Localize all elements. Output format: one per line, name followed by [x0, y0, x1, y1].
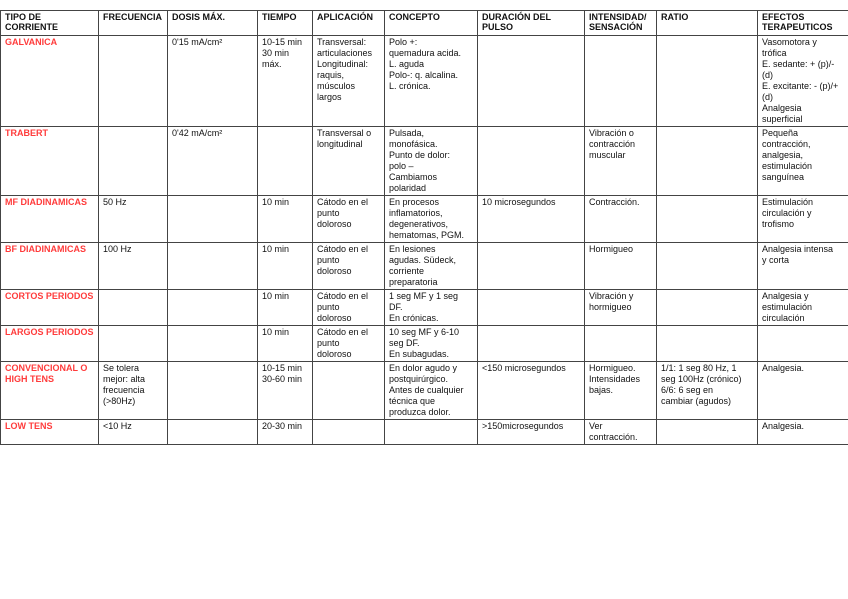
- cell-intensidad-sensacion: [585, 36, 657, 127]
- cell-intensidad-sensacion: [585, 127, 657, 196]
- cell-text-line: Ver: [589, 421, 603, 431]
- cell-text-line: polo –: [389, 161, 414, 171]
- cell-text-line: doloroso: [317, 266, 352, 276]
- cell-text-line: mejor: alta: [103, 374, 146, 384]
- cell-duracion-del-pulso: [478, 196, 585, 243]
- cell-text-line: bajas.: [589, 385, 614, 395]
- cell-text-line: TIEMPO: [262, 12, 297, 22]
- cell-concepto: [385, 290, 478, 326]
- cell-text-line: En crónicas.: [389, 313, 439, 323]
- cell-text-line: Vasomotora y: [762, 37, 817, 47]
- cell-text-line: máx.: [262, 59, 282, 69]
- cell-text-line: punto: [317, 338, 340, 348]
- cell-duracion-del-pulso: [478, 420, 585, 445]
- cell-duracion-del-pulso: [478, 326, 585, 362]
- cell-efectos-terapeuticos: [758, 243, 848, 290]
- current-type-name: GALVANICA: [1, 36, 99, 127]
- cell-text-line: Analgesia.: [762, 421, 805, 431]
- cell-text-line: Transversal o: [317, 128, 372, 138]
- cell-efectos-terapeuticos: [758, 196, 848, 243]
- cell-text-line: 10-15 min: [262, 37, 303, 47]
- column-header-efectos-terapeuticos: [758, 11, 848, 36]
- cell-text-line: Vibración o: [589, 128, 634, 138]
- cell-text-line: frecuencia: [103, 385, 145, 395]
- cell-frecuencia: [99, 290, 168, 326]
- cell-concepto: [385, 326, 478, 362]
- cell-dosis-max: [168, 290, 258, 326]
- cell-tiempo: [258, 326, 313, 362]
- cell-ratio: [657, 36, 758, 127]
- cell-ratio: [657, 326, 758, 362]
- cell-text-line: 10 microsegundos: [482, 197, 556, 207]
- table-row: [1, 420, 848, 445]
- cell-dosis-max: [168, 127, 258, 196]
- cell-dosis-max: [168, 326, 258, 362]
- cell-efectos-terapeuticos: [758, 290, 848, 326]
- cell-text-line: 10 min: [262, 197, 290, 207]
- cell-frecuencia: [99, 362, 168, 420]
- cell-text-line: Vibración y: [589, 291, 634, 301]
- cell-text-line: 10 min: [262, 327, 290, 337]
- cell-text-line: DOSIS MÁX.: [172, 12, 226, 22]
- table-body: [1, 36, 848, 445]
- column-header-intensidad-sensacion: [585, 11, 657, 36]
- column-header-tiempo: [258, 11, 313, 36]
- cell-text-line: Cátodo en el: [317, 244, 369, 254]
- cell-text-line: Cátodo en el: [317, 327, 369, 337]
- column-header-concepto: [385, 11, 478, 36]
- table-row: [1, 36, 848, 127]
- cell-frecuencia: [99, 36, 168, 127]
- cell-text-line: Pequeña: [762, 128, 799, 138]
- cell-aplicacion: [313, 362, 385, 420]
- cell-text-line: 6/6: 6 seg en: [661, 385, 714, 395]
- cell-text-line: Transversal:: [317, 37, 367, 47]
- table-row: [1, 290, 848, 326]
- cell-intensidad-sensacion: [585, 420, 657, 445]
- cell-intensidad-sensacion: [585, 290, 657, 326]
- cell-text-line: punto: [317, 302, 340, 312]
- cell-text-line: (>80Hz): [103, 396, 136, 406]
- cell-text-line: <10 Hz: [103, 421, 132, 431]
- cell-text-line: 20-30 min: [262, 421, 303, 431]
- cell-text-line: postquirúrgico.: [389, 374, 449, 384]
- cell-concepto: [385, 420, 478, 445]
- table-row: [1, 326, 848, 362]
- cell-duracion-del-pulso: [478, 36, 585, 127]
- current-type-name: CORTOS PERIODOS: [1, 290, 99, 326]
- cell-text-line: polaridad: [389, 183, 427, 193]
- cell-text-line: hematomas, PGM.: [389, 230, 465, 240]
- cell-text-line: Cátodo en el: [317, 291, 369, 301]
- cell-text-line: >150microsegundos: [482, 421, 564, 431]
- cell-frecuencia: [99, 420, 168, 445]
- cell-aplicacion: [313, 243, 385, 290]
- cell-text-line: L. aguda: [389, 59, 425, 69]
- cell-text-line: L. crónica.: [389, 81, 431, 91]
- cell-text-line: Hormigueo.: [589, 363, 636, 373]
- cell-text-line: (d): [762, 92, 773, 102]
- cell-text-line: INTENSIDAD/: [589, 12, 647, 22]
- cell-text-line: Polo-: q. alcalina.: [389, 70, 459, 80]
- cell-text-line: 10 seg MF y 6-10: [389, 327, 460, 337]
- cell-text-line: 1 seg MF y 1 seg: [389, 291, 459, 301]
- cell-ratio: [657, 243, 758, 290]
- table-row: [1, 362, 848, 420]
- column-header-duracion-del-pulso: [478, 11, 585, 36]
- cell-efectos-terapeuticos: [758, 420, 848, 445]
- current-type-name: TRABERT: [1, 127, 99, 196]
- current-type-name: CONVENCIONAL O HIGH TENS: [1, 362, 99, 420]
- current-type-name: LARGOS PERIODOS: [1, 326, 99, 362]
- cell-aplicacion: [313, 196, 385, 243]
- column-header-ratio: [657, 11, 758, 36]
- cell-text-line: Analgesia.: [762, 363, 805, 373]
- cell-text-line: quemadura acida.: [389, 48, 462, 58]
- cell-concepto: [385, 127, 478, 196]
- cell-tiempo: [258, 290, 313, 326]
- cell-text-line: Analgesia y: [762, 291, 809, 301]
- cell-text-line: 10 min: [262, 244, 290, 254]
- cell-ratio: [657, 290, 758, 326]
- cell-dosis-max: [168, 420, 258, 445]
- cell-text-line: técnica que: [389, 396, 436, 406]
- cell-text-line: estimulación: [762, 302, 813, 312]
- cell-text-line: En procesos: [389, 197, 440, 207]
- cell-text-line: Pulsada,: [389, 128, 425, 138]
- cell-text-line: (d): [762, 70, 773, 80]
- column-header-frecuencia: [99, 11, 168, 36]
- column-header-dosis-max: [168, 11, 258, 36]
- current-type-name: LOW TENS: [1, 420, 99, 445]
- cell-text-line: punto: [317, 208, 340, 218]
- cell-text-line: inflamatorios,: [389, 208, 443, 218]
- cell-text-line: E. excitante: - (p)/+: [762, 81, 839, 91]
- table-row: [1, 196, 848, 243]
- cell-text-line: analgesia,: [762, 150, 804, 160]
- cell-aplicacion: [313, 290, 385, 326]
- cell-text-line: muscular: [589, 150, 626, 160]
- cell-intensidad-sensacion: [585, 196, 657, 243]
- cell-text-line: circulación: [762, 313, 805, 323]
- cell-tiempo: [258, 362, 313, 420]
- cell-dosis-max: [168, 362, 258, 420]
- cell-text-line: 100 Hz: [103, 244, 132, 254]
- cell-tiempo: [258, 127, 313, 196]
- cell-text-line: Hormigueo: [589, 244, 634, 254]
- cell-text-line: 0'42 mA/cm²: [172, 128, 223, 138]
- cell-text-line: Intensidades: [589, 374, 641, 384]
- cell-dosis-max: [168, 196, 258, 243]
- cell-text-line: produzca dolor.: [389, 407, 451, 417]
- cell-text-line: RATIO: [661, 12, 689, 22]
- cell-text-line: EFECTOS: [762, 12, 805, 22]
- cell-frecuencia: [99, 326, 168, 362]
- current-type-name: BF DIADINAMICAS: [1, 243, 99, 290]
- cell-text-line: agudas. Südeck,: [389, 255, 457, 265]
- cell-text-line: punto: [317, 255, 340, 265]
- cell-text-line: 1/1: 1 seg 80 Hz, 1: [661, 363, 737, 373]
- cell-text-line: largos: [317, 92, 342, 102]
- cell-text-line: longitudinal: [317, 139, 363, 149]
- cell-text-line: 0'15 mA/cm²: [172, 37, 223, 47]
- cell-tiempo: [258, 36, 313, 127]
- cell-text-line: seg DF.: [389, 338, 420, 348]
- cell-duracion-del-pulso: [478, 243, 585, 290]
- cell-tiempo: [258, 243, 313, 290]
- cell-text-line: Punto de dolor:: [389, 150, 451, 160]
- cell-text-line: 10-15 min: [262, 363, 303, 373]
- cell-dosis-max: [168, 36, 258, 127]
- cell-text-line: y corta: [762, 255, 790, 265]
- cell-text-line: TIPO DE: [5, 12, 42, 22]
- cell-efectos-terapeuticos: [758, 36, 848, 127]
- cell-concepto: [385, 36, 478, 127]
- cell-aplicacion: [313, 127, 385, 196]
- cell-intensidad-sensacion: [585, 243, 657, 290]
- therapy-currents-table: [0, 10, 848, 445]
- cell-concepto: [385, 362, 478, 420]
- cell-text-line: Longitudinal:: [317, 59, 369, 69]
- cell-text-line: doloroso: [317, 219, 352, 229]
- cell-text-line: TERAPEUTICOS: [762, 22, 833, 32]
- cell-text-line: monofásica.: [389, 139, 438, 149]
- column-header-aplicacion: [313, 11, 385, 36]
- cell-text-line: seg 100Hz (crónico): [661, 374, 742, 384]
- cell-frecuencia: [99, 196, 168, 243]
- cell-text-line: corriente: [389, 266, 425, 276]
- cell-frecuencia: [99, 127, 168, 196]
- cell-text-line: contracción,: [762, 139, 811, 149]
- cell-text-line: APLICACIÓN: [317, 12, 373, 22]
- cell-text-line: En lesiones: [389, 244, 436, 254]
- cell-text-line: trófica: [762, 48, 787, 58]
- cell-text-line: superficial: [762, 114, 803, 124]
- cell-text-line: articulaciones: [317, 48, 373, 58]
- cell-text-line: FRECUENCIA: [103, 12, 163, 22]
- cell-text-line: Cambiamos: [389, 172, 438, 182]
- cell-efectos-terapeuticos: [758, 362, 848, 420]
- cell-text-line: preparatoria: [389, 277, 438, 287]
- cell-text-line: DF.: [389, 302, 403, 312]
- cell-aplicacion: [313, 420, 385, 445]
- cell-text-line: CONCEPTO: [389, 12, 440, 22]
- cell-text-line: doloroso: [317, 313, 352, 323]
- cell-ratio: [657, 127, 758, 196]
- cell-text-line: Analgesia: [762, 103, 802, 113]
- cell-text-line: DURACIÓN DEL: [482, 12, 551, 22]
- cell-aplicacion: [313, 36, 385, 127]
- cell-text-line: 30-60 min: [262, 374, 303, 384]
- cell-concepto: [385, 196, 478, 243]
- cell-text-line: raquis,: [317, 70, 345, 80]
- cell-intensidad-sensacion: [585, 362, 657, 420]
- cell-text-line: músculos: [317, 81, 356, 91]
- table-row: [1, 243, 848, 290]
- cell-dosis-max: [168, 243, 258, 290]
- cell-ratio: [657, 420, 758, 445]
- table-row: [1, 127, 848, 196]
- cell-text-line: SENSACIÓN: [589, 22, 643, 32]
- cell-ratio: [657, 362, 758, 420]
- cell-text-line: 30 min: [262, 48, 290, 58]
- cell-text-line: Antes de cualquier: [389, 385, 464, 395]
- cell-intensidad-sensacion: [585, 326, 657, 362]
- cell-text-line: sanguínea: [762, 172, 805, 182]
- cell-aplicacion: [313, 326, 385, 362]
- cell-text-line: Contracción.: [589, 197, 640, 207]
- cell-text-line: PULSO: [482, 22, 514, 32]
- table-header-row: [1, 11, 848, 36]
- cell-frecuencia: [99, 243, 168, 290]
- cell-text-line: CORRIENTE: [5, 22, 59, 32]
- cell-text-line: Analgesia intensa: [762, 244, 834, 254]
- cell-duracion-del-pulso: [478, 290, 585, 326]
- cell-text-line: contracción.: [589, 432, 638, 442]
- cell-tiempo: [258, 196, 313, 243]
- column-header-tipo-de-corriente: [1, 11, 99, 36]
- cell-efectos-terapeuticos: [758, 127, 848, 196]
- cell-tiempo: [258, 420, 313, 445]
- cell-text-line: trofismo: [762, 219, 795, 229]
- cell-text-line: En dolor agudo y: [389, 363, 458, 373]
- cell-text-line: doloroso: [317, 349, 352, 359]
- cell-duracion-del-pulso: [478, 127, 585, 196]
- cell-text-line: <150 microsegundos: [482, 363, 566, 373]
- cell-text-line: Se tolera: [103, 363, 140, 373]
- cell-duracion-del-pulso: [478, 362, 585, 420]
- cell-text-line: 10 min: [262, 291, 290, 301]
- cell-ratio: [657, 196, 758, 243]
- cell-text-line: degenerativos,: [389, 219, 449, 229]
- cell-text-line: Estimulación: [762, 197, 814, 207]
- cell-text-line: contracción: [589, 139, 636, 149]
- cell-text-line: hormigueo: [589, 302, 632, 312]
- cell-efectos-terapeuticos: [758, 326, 848, 362]
- cell-concepto: [385, 243, 478, 290]
- cell-text-line: Cátodo en el: [317, 197, 369, 207]
- cell-text-line: En subagudas.: [389, 349, 450, 359]
- cell-text-line: Polo +:: [389, 37, 418, 47]
- cell-text-line: cambiar (agudos): [661, 396, 732, 406]
- current-type-name: MF DIADINAMICAS: [1, 196, 99, 243]
- cell-text-line: circulación y: [762, 208, 812, 218]
- cell-text-line: estimulación: [762, 161, 813, 171]
- cell-text-line: E. sedante: + (p)/-: [762, 59, 835, 69]
- cell-text-line: 50 Hz: [103, 197, 127, 207]
